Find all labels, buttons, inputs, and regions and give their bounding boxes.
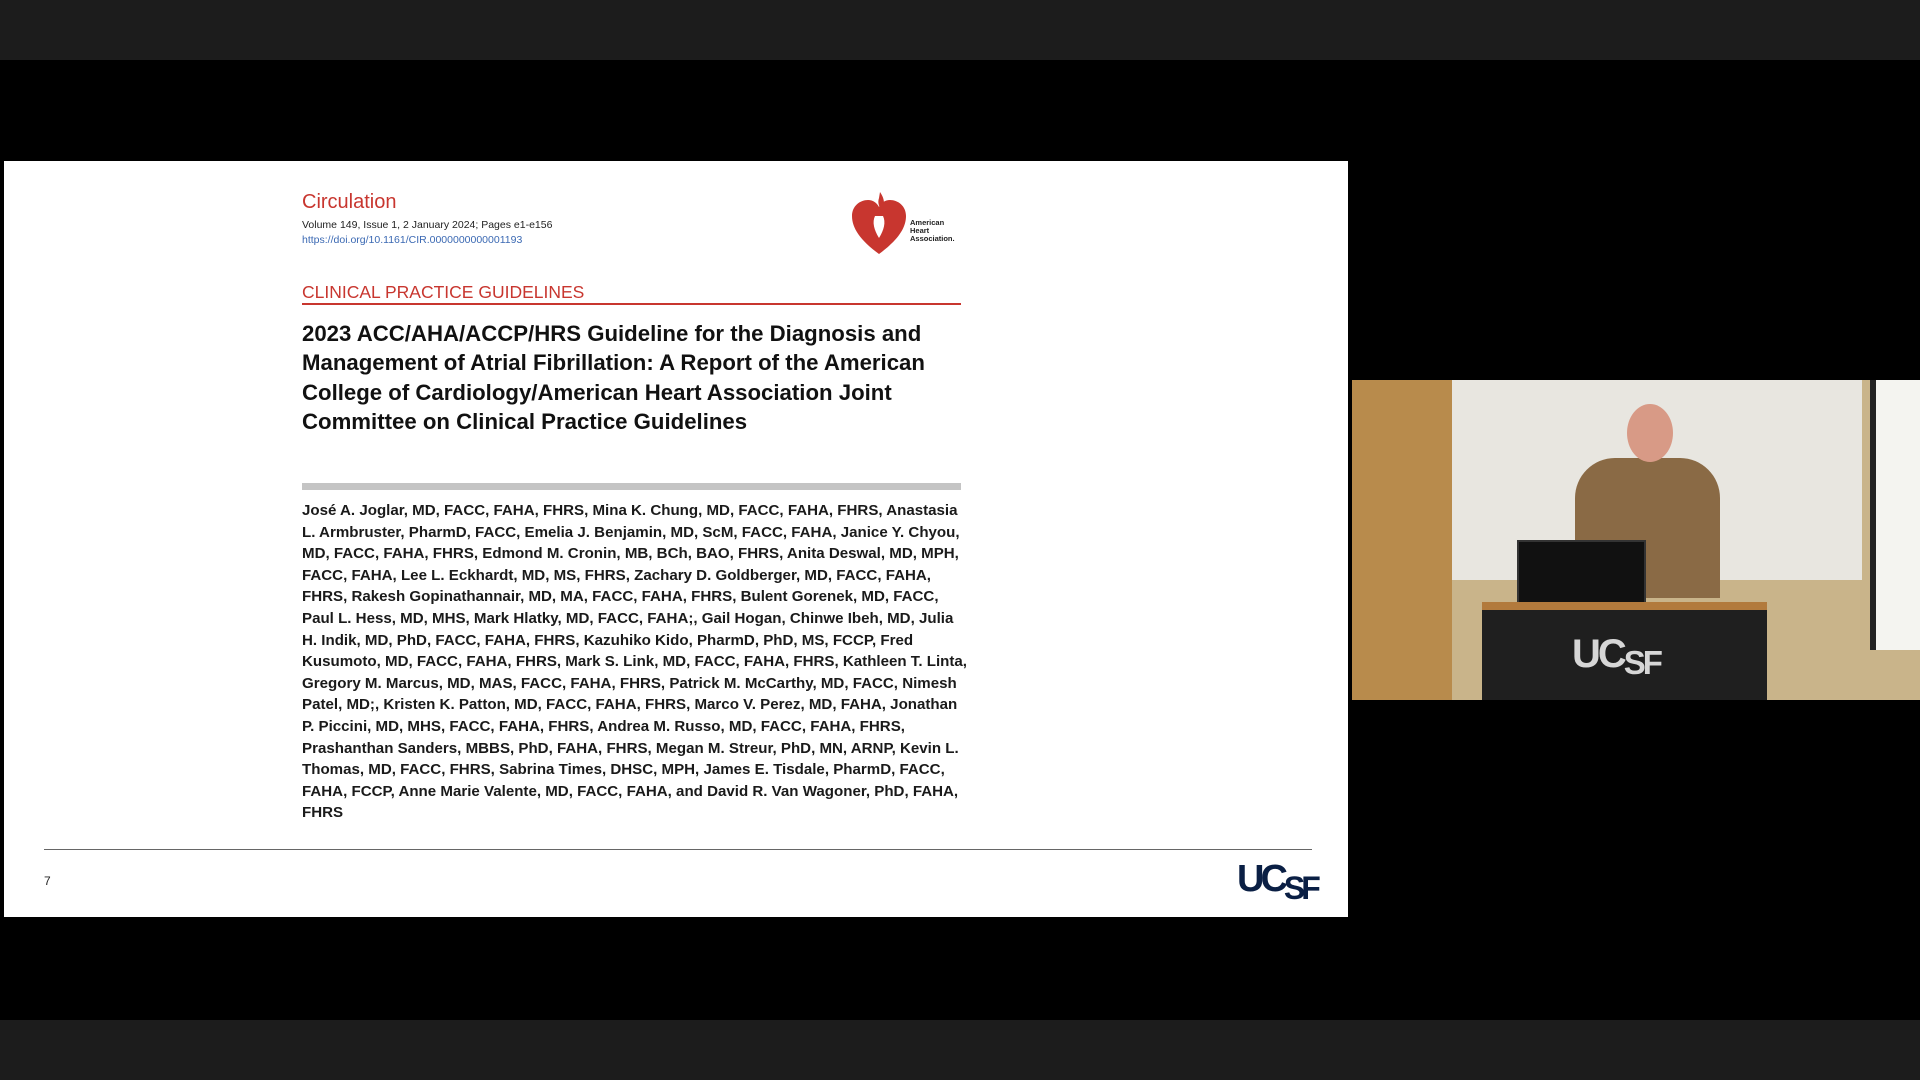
title-divider [302, 483, 961, 490]
doi-link[interactable]: https://doi.org/10.1161/CIR.0000000000001193 [302, 234, 523, 246]
podium [1482, 602, 1767, 700]
top-letterbox-bar [0, 0, 1920, 60]
footer-divider [44, 849, 1312, 850]
section-label: CLINICAL PRACTICE GUIDELINES [302, 282, 961, 305]
projection-screen [1870, 380, 1920, 650]
speaker-video-feed [1352, 380, 1920, 700]
ucsf-logo-uc: UC [1237, 858, 1284, 900]
american-heart-association-logo [850, 188, 960, 256]
ucsf-logo-sf: SF [1283, 870, 1317, 906]
aha-logo-text: American Heart Association. [910, 218, 955, 243]
podium-logo-sf: SF [1623, 644, 1660, 681]
author-list: José A. Joglar, MD, FACC, FAHA, FHRS, Mina K. Chung, MD, FACC, FAHA, FHRS, Anastasia L. Armbruster, PharmD, FACC, Emelia J. Benjamin, MD, ScM, FACC, FAHA, Janice Y. Chyou, MD, FACC, FAHA, FHRS, Edmond M. Cronin, MB, BCh, BAO, FHRS, Anita Deswal, MD, MPH, FACC, FAHA, Lee L. Eckhardt, MD, MS, FHRS, Zachary D. Goldberger, MD, FACC, FAHA, FHRS, Rakesh Gopinathannair, MD, MA, FACC, FAHA, FHRS, Bulent Gorenek, MD, FACC, Paul L. Hess, MD, MHS, Mark Hlatky, MD, FACC, FAHA;, Gail Hogan, Chinwe Ibeh, MD, Julia H. Indik, MD, PhD, FACC, FAHA, FHRS, Kazuhiko Kido, PharmD, PhD, MS, FCCP, Fred Kusumoto, MD, FACC, FAHA, FHRS, Mark S. Link, MD, FACC, FAHA, FHRS, Kathleen T. Linta, Gregory M. Marcus, MD, MAS, FACC, FAHA, FHRS, Patrick M. McCarthy, MD, FACC, Nimesh Patel, MD;, Kristen K. Patton, MD, FACC, FAHA, FHRS, Marco V. Perez, MD, FAHA, Jonathan P. Piccini, MD, MHS, FACC, FAHA, FHRS, Andrea M. Russo, MD, FACC, FAHA, FHRS, Prashanthan Sanders, MBBS, PhD, FAHA, FHRS, Megan M. Streur, PhD, MN, ARNP, Kevin L. Thomas, MD, FACC, FHRS, Sabrina Times, DHSC, MPH, James E. Tisdale, PharmD, FACC, FAHA, FCCP, Anne Marie Valente, MD, FACC, FAHA, and David R. Van Wagoner, PhD, FAHA, FHRS [302, 502, 967, 822]
speaker-head [1627, 404, 1673, 462]
presentation-slide [4, 161, 1348, 917]
wood-wall-panel [1352, 380, 1452, 700]
volume-info: Volume 149, Issue 1, 2 January 2024; Pages e1-e156 [302, 219, 553, 231]
podium-logo-uc: UC [1572, 632, 1624, 676]
heart-torch-icon [850, 188, 908, 256]
bottom-letterbox-bar [0, 1020, 1920, 1080]
ucsf-logo [1237, 858, 1317, 906]
guideline-title: 2023 ACC/AHA/ACCP/HRS Guideline for the Diagnosis and Management of Atrial Fibrillation: A Report of the American College of Cardiology/American Heart Association Joint Committee on Clinical Practice Guidelines [302, 321, 925, 435]
podium-ucsf-logo [1572, 632, 1660, 681]
journal-name: Circulation [302, 191, 397, 213]
slide-page-number: 7 [44, 874, 51, 888]
